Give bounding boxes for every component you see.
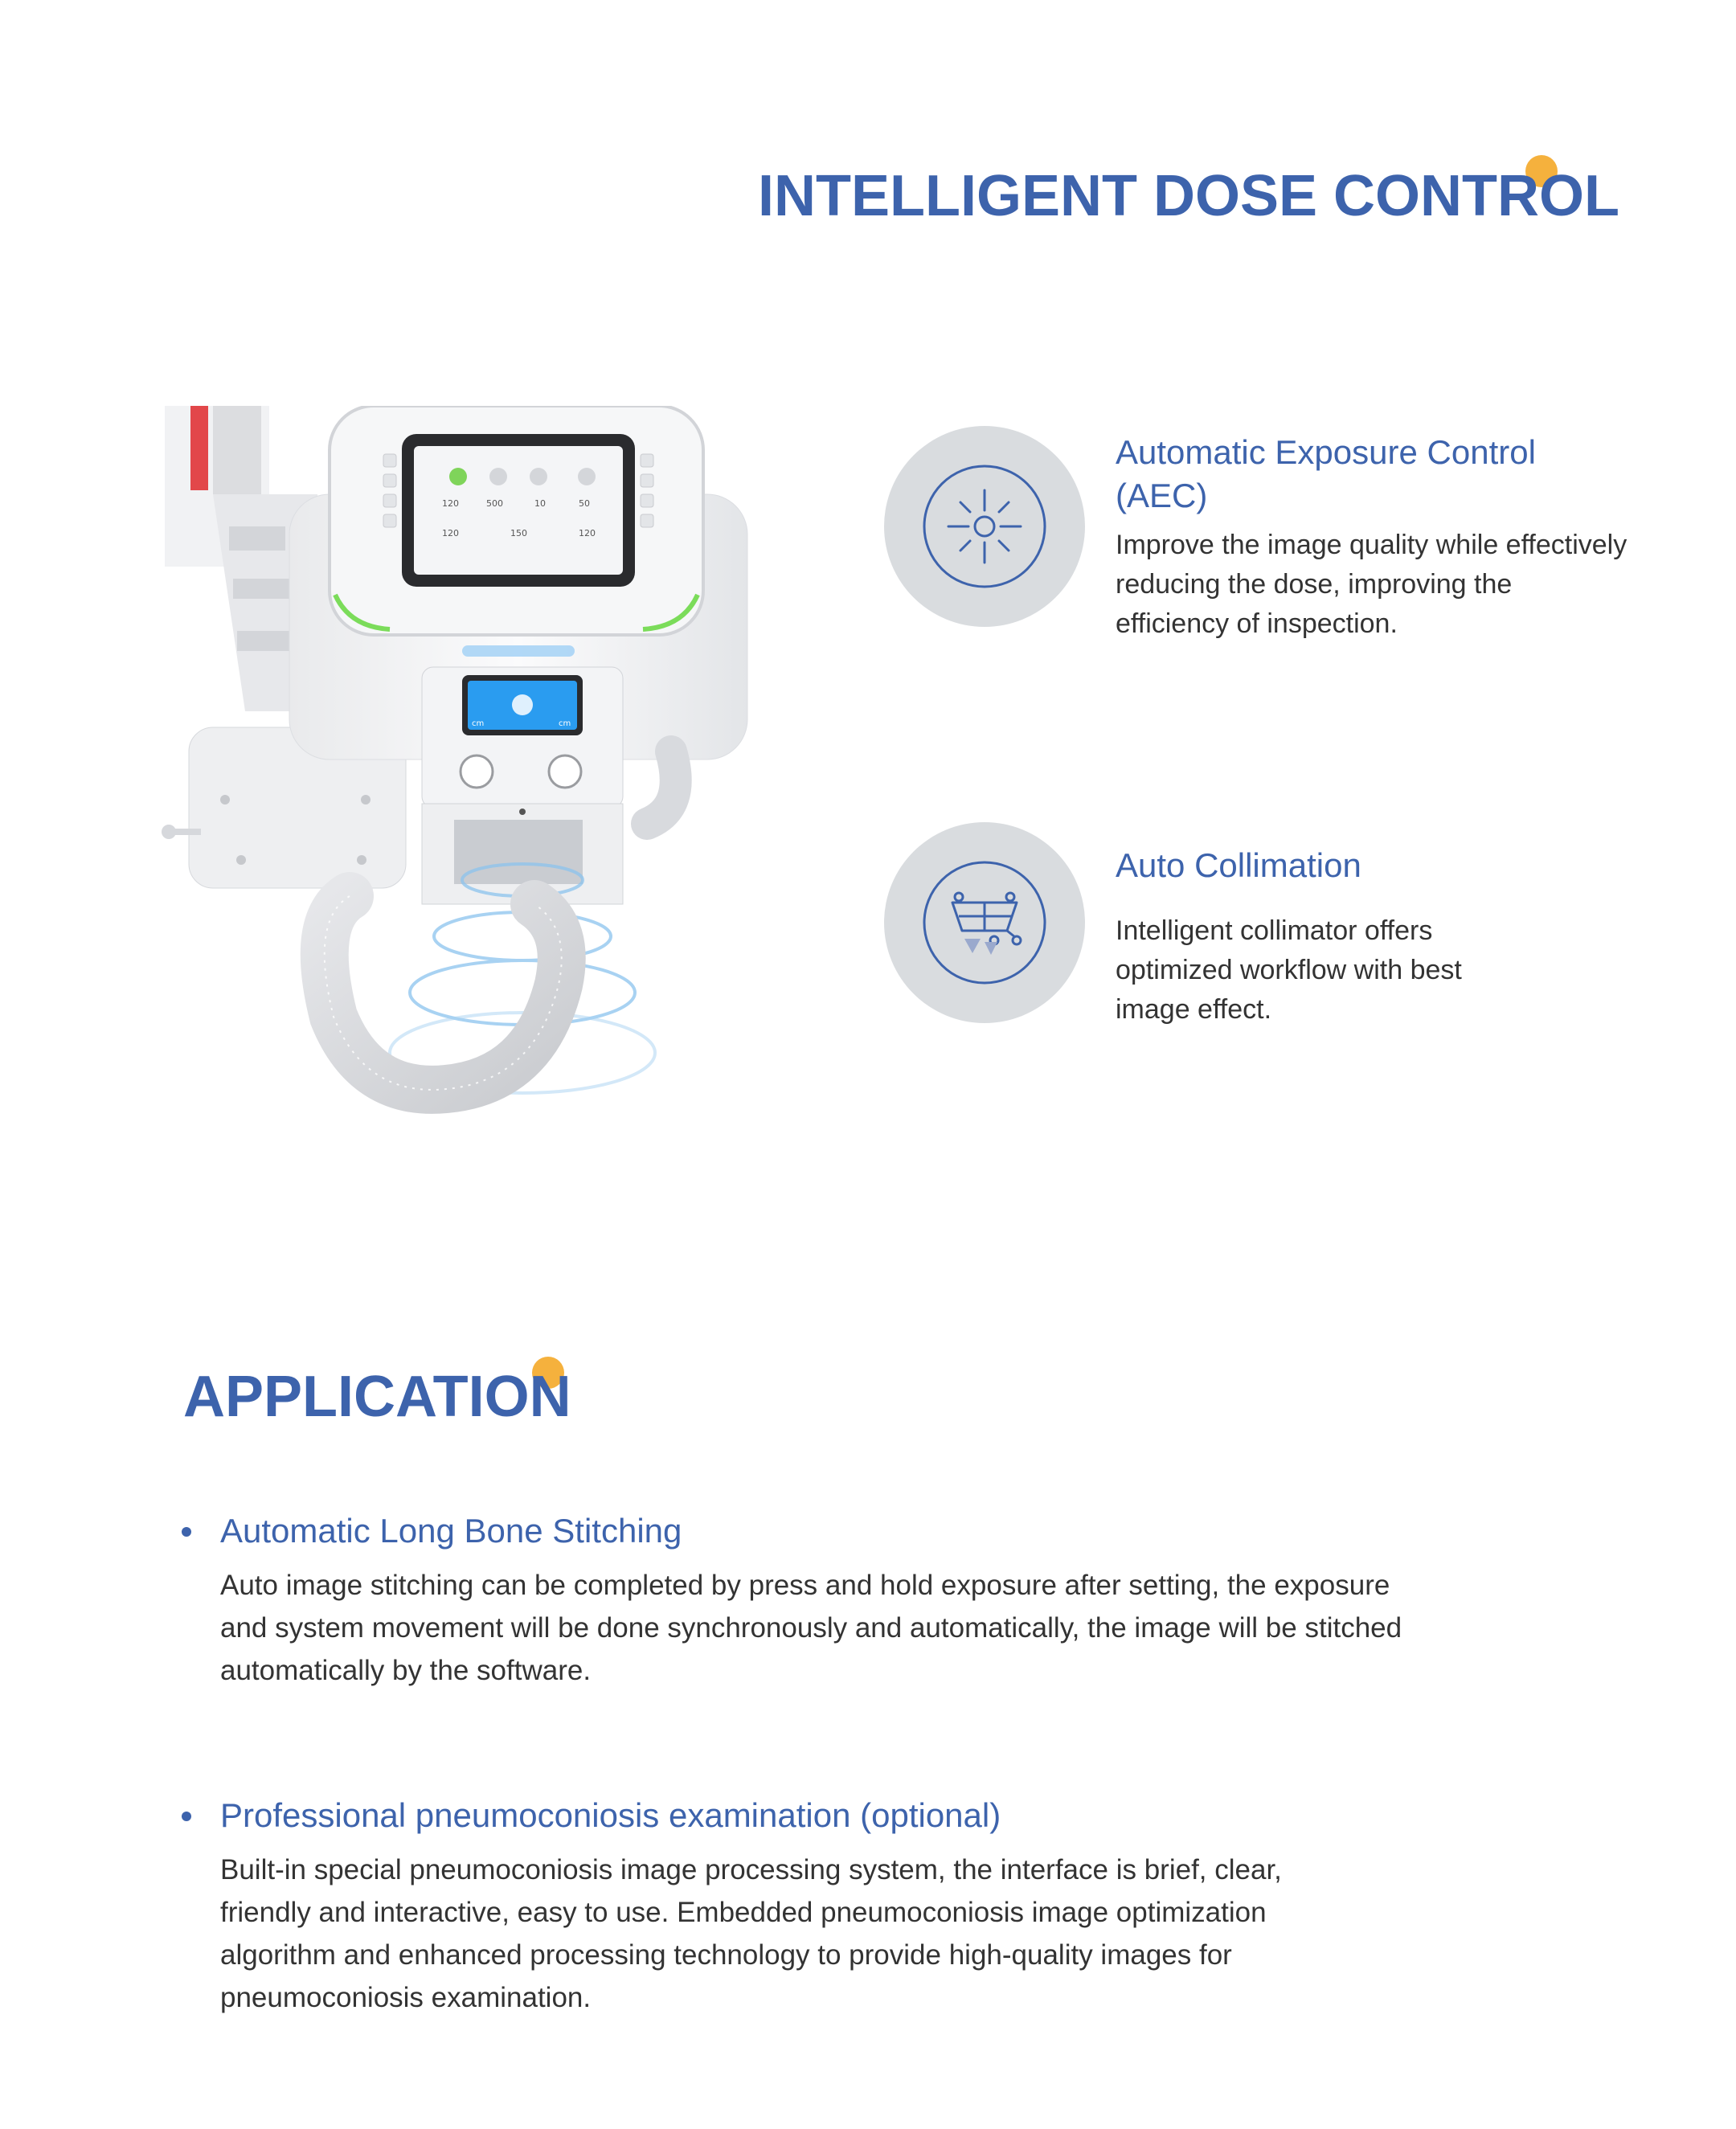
dose-section-title: INTELLIGENT DOSE CONTROL xyxy=(758,164,1619,228)
application-item-text: Built-in special pneumoconiosis image processing system, the interface is brief, clear, friendly and interactive, easy to use. Embedded pneumoconiosis image optimization algorithm and enhanced processing technology to provide high-quality images for pneumoconiosis examination. xyxy=(220,1854,1282,2013)
screen-value-1: 120 xyxy=(442,498,459,509)
feature-aec-title: Automatic Exposure Control (AEC) xyxy=(1116,433,1536,514)
knob-right xyxy=(549,755,581,788)
feature-collimation-text: Intelligent collimator offers optimized workflow with best image effect. xyxy=(1116,915,1462,1025)
screen-value-5: 120 xyxy=(442,528,459,538)
touch-screen xyxy=(414,446,623,575)
screen-value-4: 50 xyxy=(579,498,590,509)
bullet-dot xyxy=(182,1527,191,1537)
feature-collimation-title: Auto Collimation xyxy=(1116,846,1361,884)
collimator-icon xyxy=(920,858,1049,987)
aec-sun-icon xyxy=(920,462,1049,591)
arm-red-stripe xyxy=(190,406,208,490)
application-item-text: Auto image stitching can be completed by press and hold exposure after setting, the exposure and system movement will be done synchronously and automatically, the image will be stitched automatically by the software. xyxy=(220,1570,1402,1686)
feature-collimation xyxy=(1116,844,1630,1030)
screen-value-7: 120 xyxy=(579,528,596,538)
feature-aec xyxy=(1116,431,1630,644)
bullet-dot xyxy=(182,1812,191,1821)
knob-left xyxy=(461,755,493,788)
feature-aec-text: Improve the image quality while effectively reducing the dose, improving the efficiency of inspection. xyxy=(1116,530,1628,639)
application-section-title: APPLICATION xyxy=(183,1365,571,1429)
aec-icon-circle xyxy=(884,426,1085,627)
collimation-icon-circle xyxy=(884,822,1085,1023)
application-item-stitching xyxy=(220,1509,1426,1692)
screen-value-6: 150 xyxy=(510,528,527,538)
application-item-title: Professional pneumoconiosis examination (optional) xyxy=(220,1796,1001,1834)
application-item-title: Automatic Long Bone Stitching xyxy=(220,1512,682,1550)
xray-tube-device-illustration xyxy=(157,406,768,1121)
application-item-pneumoconiosis xyxy=(220,1794,1426,2019)
screen-value-2: 500 xyxy=(486,498,503,509)
screen-value-3: 10 xyxy=(534,498,546,509)
small-screen-unit-left: cm xyxy=(472,719,485,728)
small-screen-unit-right: cm xyxy=(559,719,571,728)
